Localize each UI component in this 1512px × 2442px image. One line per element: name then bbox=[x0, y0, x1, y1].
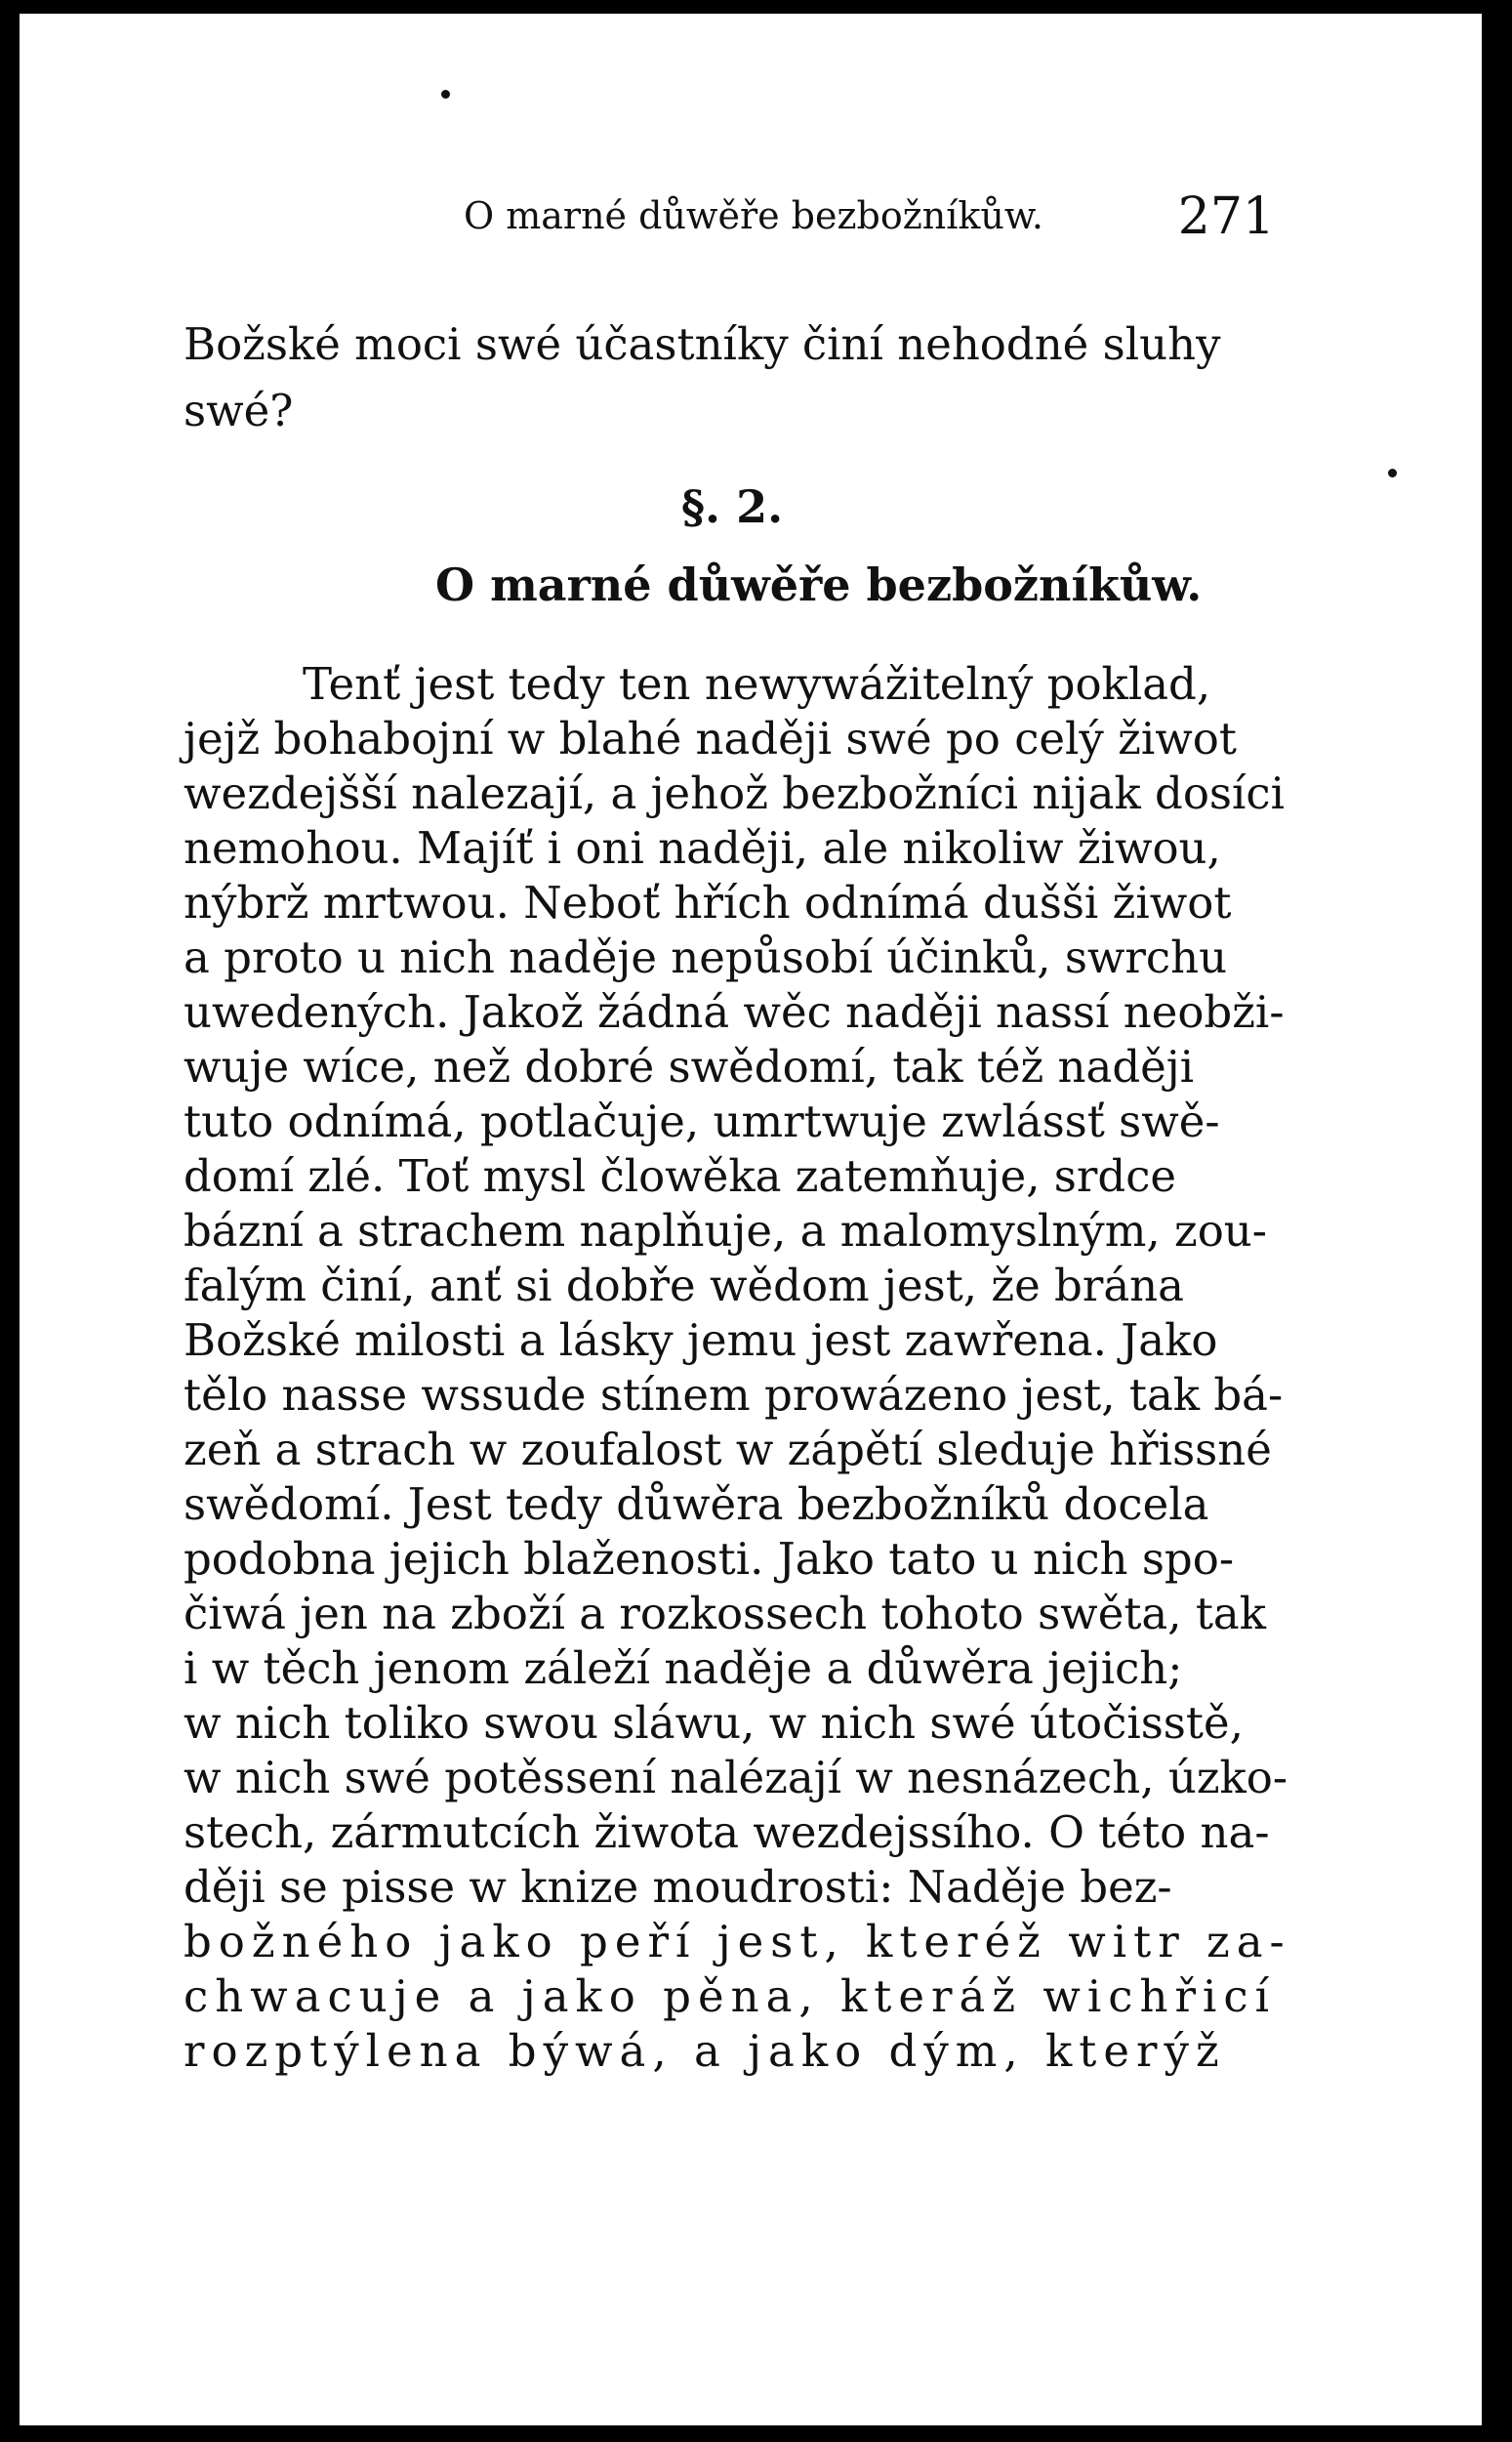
text-line: Božské milosti a lásky jemu jest zawřena. Jako bbox=[184, 1314, 1218, 1366]
print-speck bbox=[441, 90, 450, 99]
text-line: uwedených. Jakož žádná wěc naději nassí neobži- bbox=[184, 986, 1285, 1038]
text-line: swé? bbox=[184, 385, 294, 436]
text-line: wuje wíce, než dobré swědomí, tak též naději bbox=[184, 1041, 1195, 1093]
text-line: zeň a strach w zoufalost w zápětí sleduje hřissné bbox=[184, 1424, 1272, 1475]
text-line: swědomí. Jest tedy důwěra bezbožníků docela bbox=[184, 1478, 1209, 1530]
text-line: čiwá jen na zboží a rozkossech tohoto swěta, tak bbox=[184, 1588, 1267, 1639]
text-line: a proto u nich naděje nepůsobí účinků, swrchu bbox=[184, 931, 1228, 983]
text-line: nemohou. Majíť i oni naději, ale nikoliw žiwou, bbox=[184, 822, 1221, 874]
text-line: podobna jejich blaženosti. Jako tato u nich spo- bbox=[184, 1533, 1235, 1585]
text-line: falým činí, anť si dobře wědom jest, že brána bbox=[184, 1260, 1184, 1311]
running-header: O marné důwěře bezbožníkůw. bbox=[464, 194, 1043, 237]
book-page bbox=[20, 14, 1482, 2425]
section-title: O marné důwěře bezbožníkůw. bbox=[435, 559, 1203, 611]
text-line: i w těch jenom záleží naděje a důwěra jejich; bbox=[184, 1642, 1183, 1694]
text-line: w nich toliko swou sláwu, w nich swé útočisstě, bbox=[184, 1697, 1244, 1749]
text-line: ději se pisse w knize moudrosti: Naděje bez- bbox=[184, 1861, 1172, 1913]
text-line: tělo nasse wssude stínem prowázeno jest, tak bá- bbox=[184, 1369, 1284, 1421]
text-line: tuto odnímá, potlačuje, umrtwuje zwlássť swě- bbox=[184, 1096, 1220, 1147]
spaced-text-line: rozptýlena býwá, a jako dým, kterýž bbox=[184, 2025, 1226, 2077]
text-line: Tenť jest tedy ten newywážitelný poklad, bbox=[303, 658, 1211, 710]
text-line: stech, zármutcích žiwota wezdejssího. O této na- bbox=[184, 1806, 1270, 1858]
text-line: w nich swé potěssení nalézají w nesnázech, úzko- bbox=[184, 1752, 1288, 1803]
text-line: jejž bohabojní w blahé naději swé po celý žiwot bbox=[184, 713, 1237, 765]
spaced-text-line: chwacuje a jako pěna, kteráž wichřicí bbox=[184, 1970, 1276, 2022]
page-number: 271 bbox=[1177, 187, 1275, 246]
text-line: nýbrž mrtwou. Neboť hřích odnímá dušši žiwot bbox=[184, 877, 1232, 929]
text-line: domí zlé. Toť mysl člowěka zatemňuje, srdce bbox=[184, 1150, 1177, 1202]
text-line: bázní a strachem naplňuje, a malomyslným, zou- bbox=[184, 1205, 1267, 1257]
print-speck bbox=[1388, 469, 1397, 477]
text-line: wezdejšší nalezají, a jehož bezbožníci nijak dosíci bbox=[184, 767, 1285, 819]
section-number: §. 2. bbox=[681, 480, 784, 533]
text-line: Božské moci swé účastníky činí nehodné sluhy bbox=[184, 318, 1221, 370]
spaced-text-line: božného jako peří jest, kteréž witr za- bbox=[184, 1916, 1291, 1967]
